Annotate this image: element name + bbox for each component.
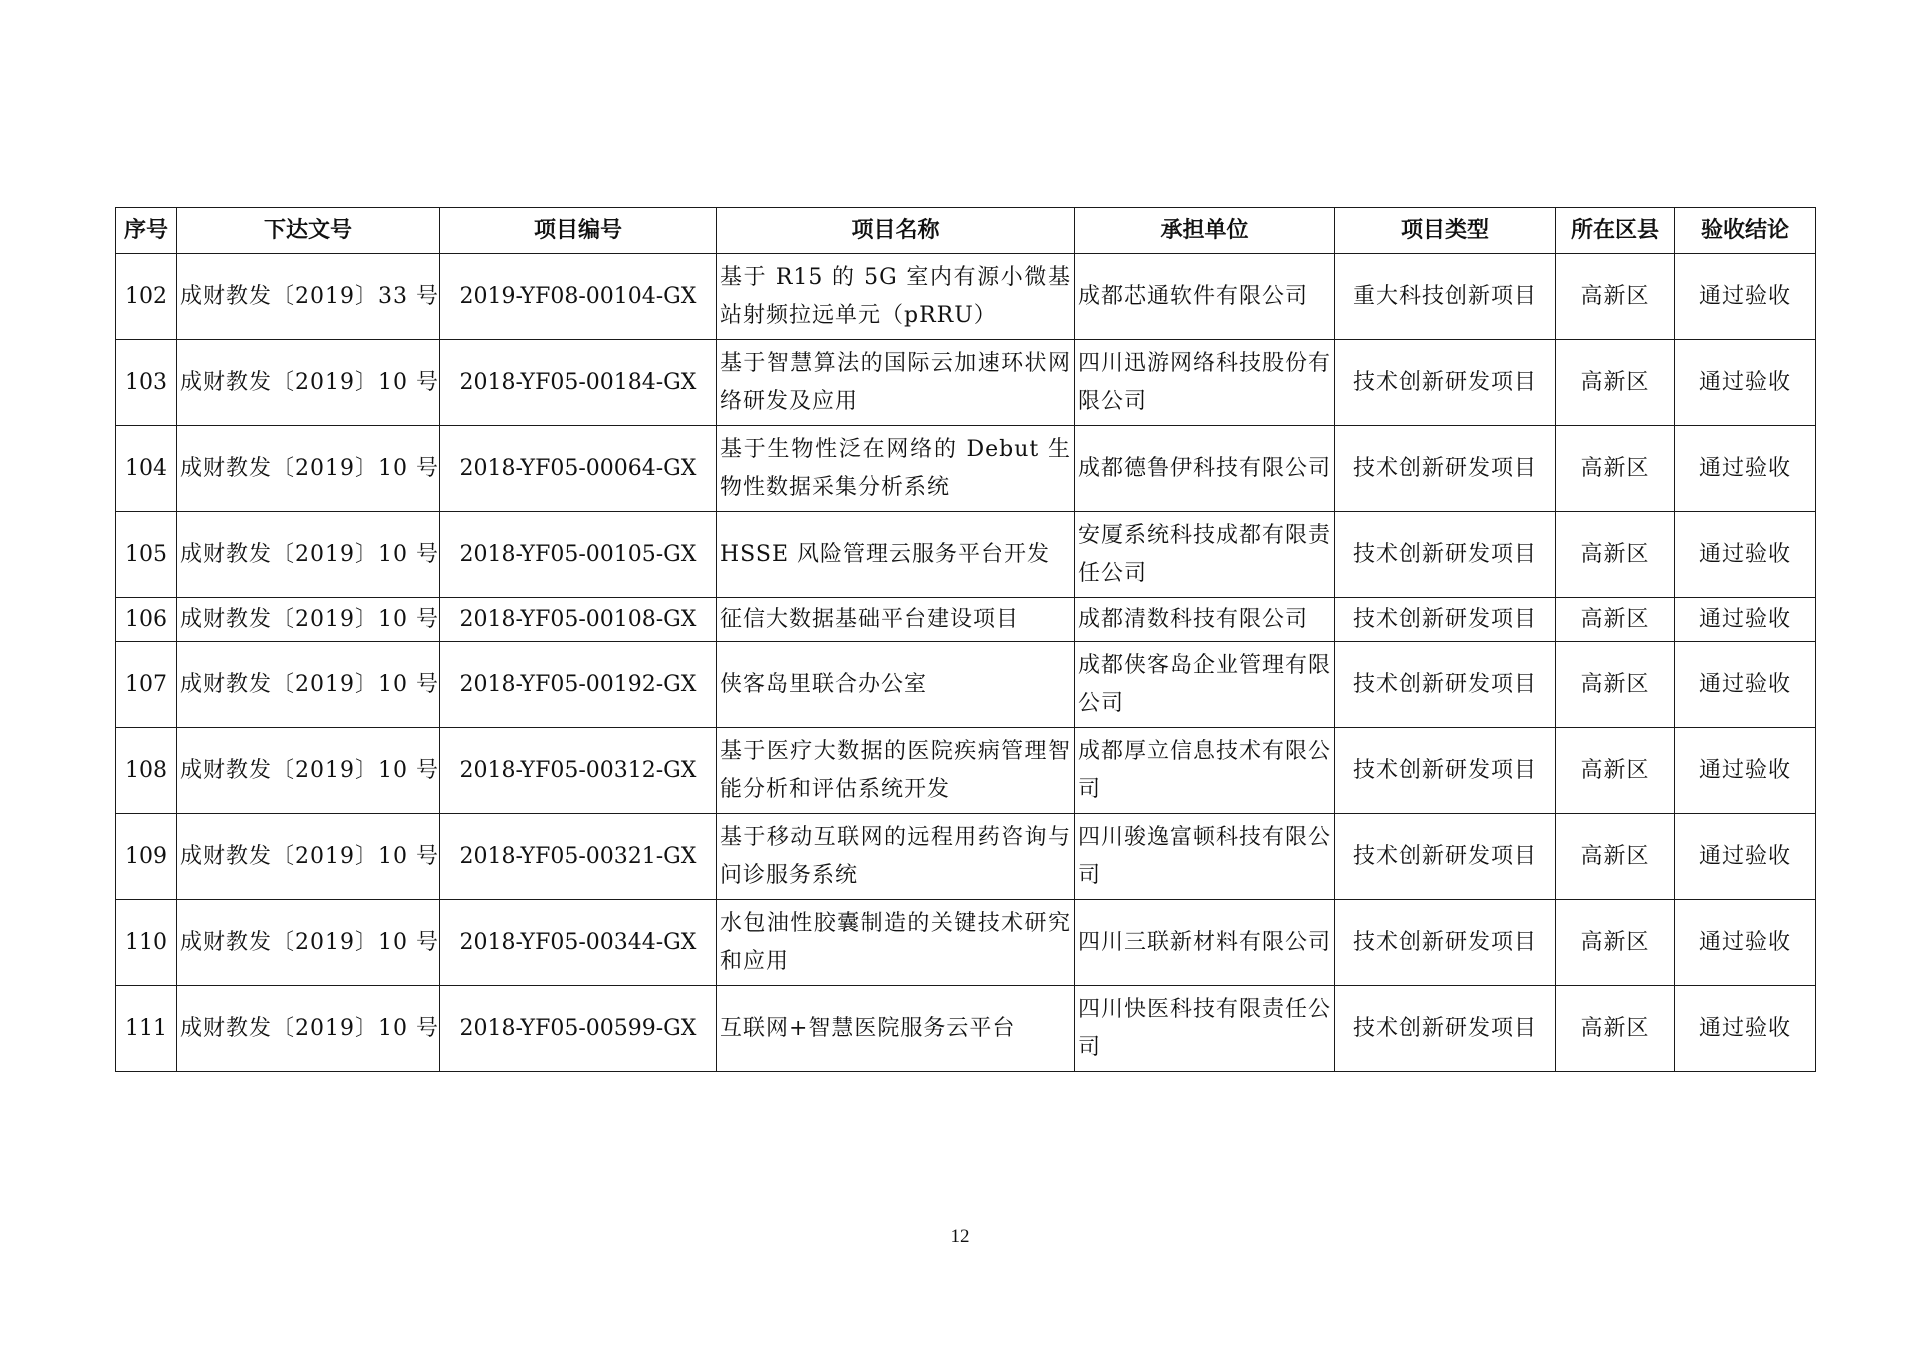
cell-doc-number: 成财教发〔2019〕10 号 [177,598,440,642]
cell-organization: 四川三联新材料有限公司 [1075,900,1335,986]
cell-doc-number: 成财教发〔2019〕10 号 [177,900,440,986]
header-acceptance-result: 验收结论 [1675,208,1816,254]
page-number: 12 [950,1226,970,1247]
cell-project-type: 技术创新研发项目 [1335,340,1556,426]
cell-acceptance-result: 通过验收 [1675,986,1816,1072]
header-organization: 承担单位 [1075,208,1335,254]
cell-doc-number: 成财教发〔2019〕10 号 [177,814,440,900]
project-acceptance-table [115,207,1816,1072]
cell-doc-number: 成财教发〔2019〕10 号 [177,512,440,598]
cell-seq: 102 [116,254,177,340]
cell-acceptance-result: 通过验收 [1675,728,1816,814]
cell-seq: 109 [116,814,177,900]
cell-project-type: 技术创新研发项目 [1335,512,1556,598]
cell-project-type: 技术创新研发项目 [1335,728,1556,814]
cell-project-name: 水包油性胶囊制造的关键技术研究和应用 [717,900,1075,986]
cell-project-code: 2018-YF05-00312-GX [440,728,717,814]
cell-project-type: 技术创新研发项目 [1335,426,1556,512]
table-row [116,814,1816,900]
cell-acceptance-result: 通过验收 [1675,512,1816,598]
cell-district: 高新区 [1556,986,1675,1072]
cell-project-code: 2018-YF05-00184-GX [440,340,717,426]
cell-project-type: 技术创新研发项目 [1335,642,1556,728]
cell-doc-number: 成财教发〔2019〕33 号 [177,254,440,340]
cell-district: 高新区 [1556,254,1675,340]
cell-organization: 成都厚立信息技术有限公司 [1075,728,1335,814]
cell-district: 高新区 [1556,340,1675,426]
cell-doc-number: 成财教发〔2019〕10 号 [177,642,440,728]
table-row [116,340,1816,426]
cell-district: 高新区 [1556,598,1675,642]
cell-project-type: 技术创新研发项目 [1335,598,1556,642]
table-row [116,598,1816,642]
table-row [116,512,1816,598]
cell-acceptance-result: 通过验收 [1675,340,1816,426]
cell-organization: 成都芯通软件有限公司 [1075,254,1335,340]
header-doc-number: 下达文号 [177,208,440,254]
cell-organization: 四川迅游网络科技股份有限公司 [1075,340,1335,426]
cell-acceptance-result: 通过验收 [1675,254,1816,340]
cell-project-name: 基于医疗大数据的医院疾病管理智能分析和评估系统开发 [717,728,1075,814]
cell-seq: 111 [116,986,177,1072]
table-row [116,900,1816,986]
cell-district: 高新区 [1556,728,1675,814]
header-project-type: 项目类型 [1335,208,1556,254]
cell-seq: 110 [116,900,177,986]
cell-seq: 103 [116,340,177,426]
header-project-name: 项目名称 [717,208,1075,254]
header-project-code: 项目编号 [440,208,717,254]
cell-project-name: 基于移动互联网的远程用药咨询与问诊服务系统 [717,814,1075,900]
cell-acceptance-result: 通过验收 [1675,426,1816,512]
cell-project-name: 征信大数据基础平台建设项目 [717,598,1075,642]
cell-seq: 107 [116,642,177,728]
header-district: 所在区县 [1556,208,1675,254]
cell-district: 高新区 [1556,642,1675,728]
cell-project-type: 技术创新研发项目 [1335,814,1556,900]
cell-project-code: 2018-YF05-00344-GX [440,900,717,986]
cell-organization: 安厦系统科技成都有限责任公司 [1075,512,1335,598]
cell-project-code: 2019-YF08-00104-GX [440,254,717,340]
cell-seq: 108 [116,728,177,814]
cell-project-name: 基于生物性泛在网络的 Debut 生物性数据采集分析系统 [717,426,1075,512]
cell-project-code: 2018-YF05-00108-GX [440,598,717,642]
cell-project-type: 技术创新研发项目 [1335,900,1556,986]
cell-project-name: 侠客岛里联合办公室 [717,642,1075,728]
table-row [116,642,1816,728]
cell-organization: 成都侠客岛企业管理有限公司 [1075,642,1335,728]
cell-project-type: 重大科技创新项目 [1335,254,1556,340]
table-header-row [116,208,1816,254]
cell-project-code: 2018-YF05-00599-GX [440,986,717,1072]
cell-seq: 104 [116,426,177,512]
cell-organization: 四川快医科技有限责任公司 [1075,986,1335,1072]
cell-doc-number: 成财教发〔2019〕10 号 [177,340,440,426]
cell-project-code: 2018-YF05-00105-GX [440,512,717,598]
cell-acceptance-result: 通过验收 [1675,900,1816,986]
table-row [116,426,1816,512]
cell-seq: 106 [116,598,177,642]
table-row [116,986,1816,1072]
cell-project-code: 2018-YF05-00192-GX [440,642,717,728]
cell-doc-number: 成财教发〔2019〕10 号 [177,986,440,1072]
cell-project-name: 互联网+智慧医院服务云平台 [717,986,1075,1072]
cell-district: 高新区 [1556,814,1675,900]
cell-organization: 成都清数科技有限公司 [1075,598,1335,642]
table-row [116,254,1816,340]
cell-district: 高新区 [1556,512,1675,598]
cell-acceptance-result: 通过验收 [1675,598,1816,642]
cell-organization: 成都德鲁伊科技有限公司 [1075,426,1335,512]
cell-project-name: HSSE 风险管理云服务平台开发 [717,512,1075,598]
cell-project-type: 技术创新研发项目 [1335,986,1556,1072]
cell-doc-number: 成财教发〔2019〕10 号 [177,426,440,512]
cell-district: 高新区 [1556,426,1675,512]
header-seq: 序号 [116,208,177,254]
cell-acceptance-result: 通过验收 [1675,814,1816,900]
cell-district: 高新区 [1556,900,1675,986]
cell-acceptance-result: 通过验收 [1675,642,1816,728]
cell-project-name: 基于 R15 的 5G 室内有源小微基站射频拉远单元（pRRU） [717,254,1075,340]
cell-project-code: 2018-YF05-00064-GX [440,426,717,512]
cell-seq: 105 [116,512,177,598]
cell-organization: 四川骏逸富顿科技有限公司 [1075,814,1335,900]
cell-doc-number: 成财教发〔2019〕10 号 [177,728,440,814]
cell-project-name: 基于智慧算法的国际云加速环状网络研发及应用 [717,340,1075,426]
table-row [116,728,1816,814]
cell-project-code: 2018-YF05-00321-GX [440,814,717,900]
